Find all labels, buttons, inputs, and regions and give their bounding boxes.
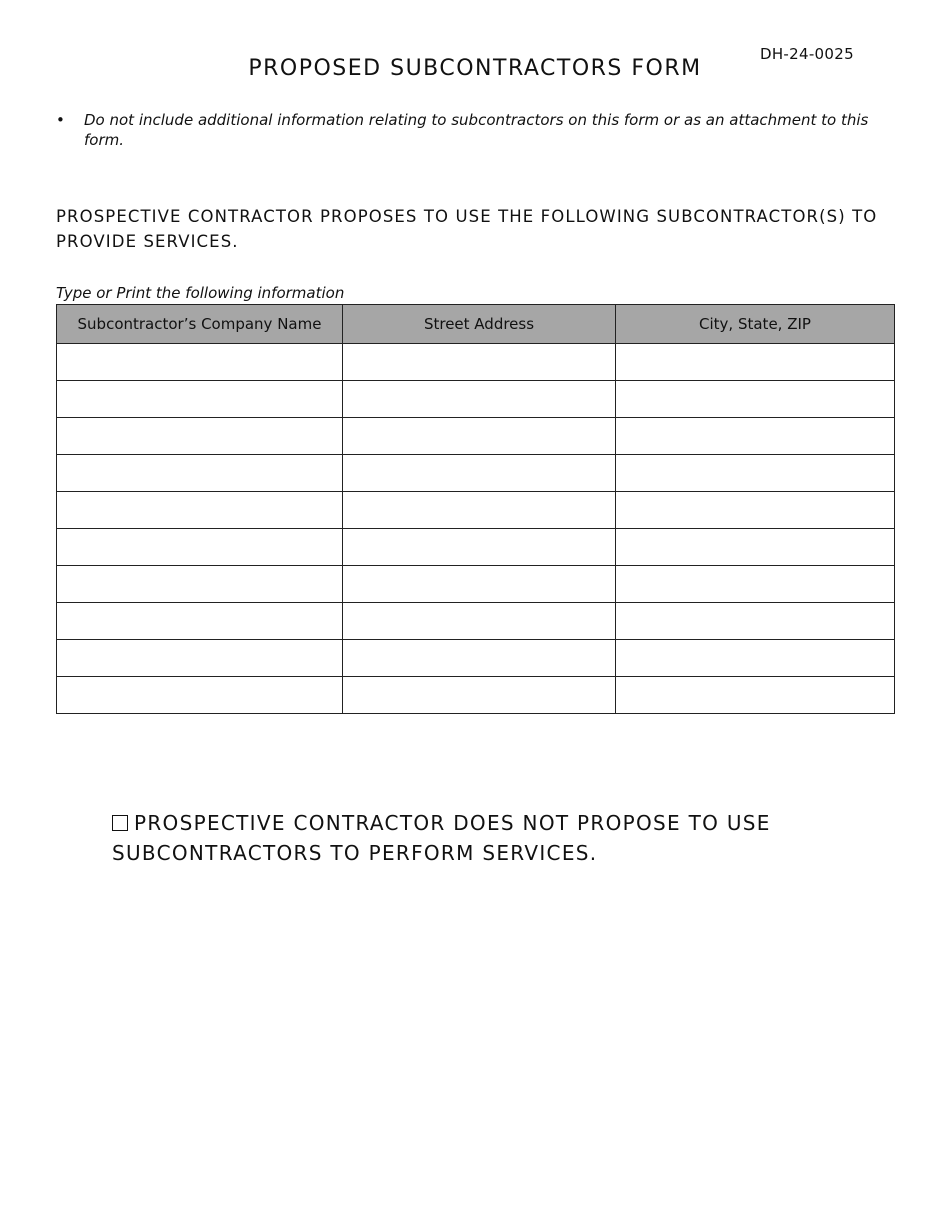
street-address-cell[interactable]	[343, 529, 616, 566]
company-name-cell[interactable]	[57, 603, 343, 640]
city-state-zip-cell[interactable]	[616, 529, 895, 566]
street-address-cell[interactable]	[343, 677, 616, 714]
street-address-cell[interactable]	[343, 603, 616, 640]
table-row	[57, 603, 895, 640]
page-title: PROPOSED SUBCONTRACTORS FORM	[248, 56, 702, 81]
company-name-cell[interactable]	[57, 492, 343, 529]
no-subcontractors-option[interactable]	[112, 808, 832, 868]
column-header-company-name: Subcontractor’s Company Name	[57, 305, 343, 344]
city-state-zip-cell[interactable]	[616, 492, 895, 529]
street-address-cell[interactable]	[343, 381, 616, 418]
city-state-zip-cell[interactable]	[616, 455, 895, 492]
table-row	[57, 640, 895, 677]
notice	[56, 110, 876, 150]
street-address-cell[interactable]	[343, 418, 616, 455]
table-row	[57, 418, 895, 455]
company-name-cell[interactable]	[57, 566, 343, 603]
city-state-zip-cell[interactable]	[616, 566, 895, 603]
street-address-cell[interactable]	[343, 566, 616, 603]
city-state-zip-cell[interactable]	[616, 418, 895, 455]
no-subcontractors-label: PROSPECTIVE CONTRACTOR DOES NOT PROPOSE TO USE SUBCONTRACTORS TO PERFORM SERVICES.	[112, 811, 771, 865]
subcontractors-table	[56, 304, 895, 714]
company-name-cell[interactable]	[57, 529, 343, 566]
table-header-row	[57, 305, 895, 344]
company-name-cell[interactable]	[57, 677, 343, 714]
column-header-city-state-zip: City, State, ZIP	[616, 305, 895, 344]
company-name-cell[interactable]	[57, 344, 343, 381]
city-state-zip-cell[interactable]	[616, 677, 895, 714]
street-address-cell[interactable]	[343, 455, 616, 492]
table-row	[57, 529, 895, 566]
street-address-cell[interactable]	[343, 640, 616, 677]
company-name-cell[interactable]	[57, 418, 343, 455]
table-row	[57, 492, 895, 529]
company-name-cell[interactable]	[57, 455, 343, 492]
no-subcontractors-checkbox[interactable]	[112, 815, 128, 831]
city-state-zip-cell[interactable]	[616, 381, 895, 418]
city-state-zip-cell[interactable]	[616, 603, 895, 640]
city-state-zip-cell[interactable]	[616, 640, 895, 677]
instruction-text: Type or Print the following information	[56, 284, 345, 302]
table-row	[57, 455, 895, 492]
street-address-cell[interactable]	[343, 492, 616, 529]
street-address-cell[interactable]	[343, 344, 616, 381]
table-row	[57, 381, 895, 418]
company-name-cell[interactable]	[57, 381, 343, 418]
table-row	[57, 677, 895, 714]
table-row	[57, 566, 895, 603]
intro-statement: PROSPECTIVE CONTRACTOR PROPOSES TO USE THE FOLLOWING SUBCONTRACTOR(S) TO PROVIDE SERVICES.	[56, 207, 878, 251]
form-id: DH-24-0025	[760, 45, 854, 63]
city-state-zip-cell[interactable]	[616, 344, 895, 381]
table-row	[57, 344, 895, 381]
column-header-street-address: Street Address	[343, 305, 616, 344]
bullet-icon: •	[56, 111, 65, 129]
company-name-cell[interactable]	[57, 640, 343, 677]
notice-text: Do not include additional information relating to subcontractors on this form or as an attachment to this form.	[84, 111, 869, 149]
